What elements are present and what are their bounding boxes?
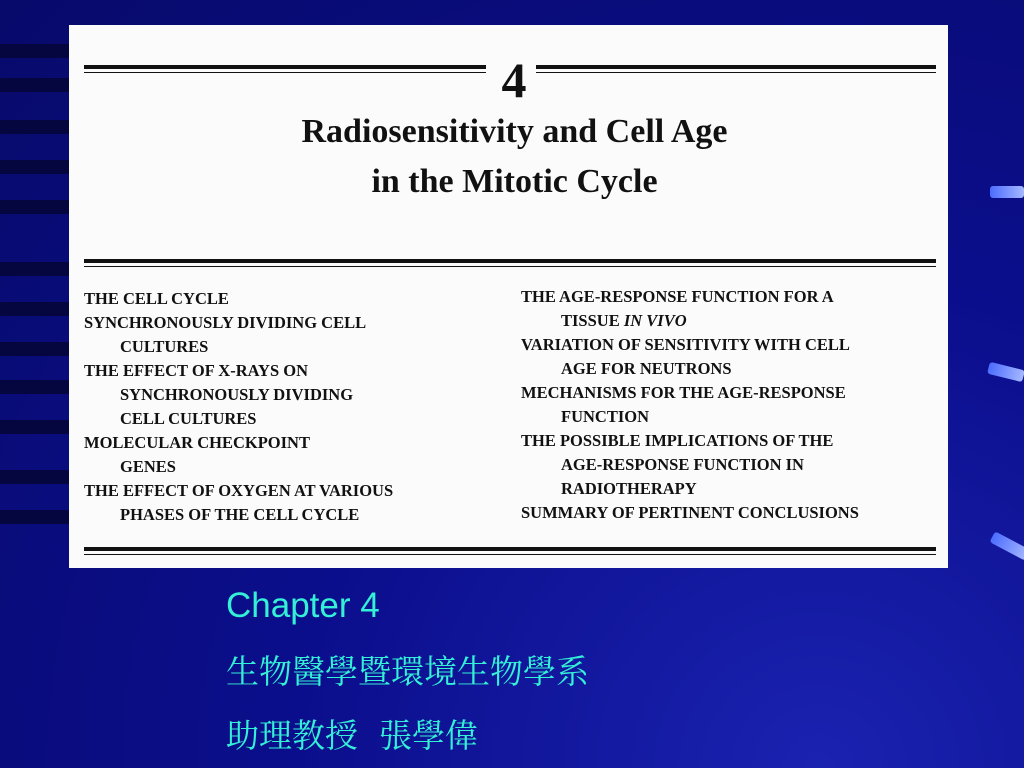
contents-line: THE EFFECT OF X-RAYS ON <box>84 361 309 380</box>
contents-line: AGE FOR NEUTRONS <box>561 359 732 378</box>
textbook-page <box>69 25 948 568</box>
contents-line: MECHANISMS FOR THE AGE-RESPONSE <box>521 383 846 402</box>
contents-item <box>521 381 941 429</box>
header-rule-left <box>84 65 486 73</box>
chapter-title-line: Radiosensitivity and Cell Age <box>301 113 728 150</box>
contents-line: PHASES OF THE CELL CYCLE <box>120 505 360 524</box>
chapter-header-row <box>84 45 936 108</box>
contents-line: MOLECULAR CHECKPOINT <box>84 433 310 452</box>
contents-line: RADIOTHERAPY <box>561 479 697 498</box>
contents-line-italic: IN VIVO <box>619 311 687 330</box>
left-decor-bars <box>0 0 70 768</box>
contents-item <box>84 287 504 311</box>
contents-item <box>521 285 941 333</box>
contents-item <box>521 429 941 501</box>
contents-line: CELL CULTURES <box>120 409 257 428</box>
contents-item <box>84 431 504 479</box>
contents-line: THE POSSIBLE IMPLICATIONS OF THE <box>521 431 834 450</box>
contents-line: VARIATION OF SENSITIVITY WITH CELL <box>521 335 850 354</box>
contents-line: SYNCHRONOUSLY DIVIDING <box>120 385 354 404</box>
contents-item <box>84 479 504 527</box>
right-decor-streak <box>990 186 1024 198</box>
contents-line-text: TISSUE <box>561 311 620 330</box>
chapter-title-line: in the Mitotic Cycle <box>371 163 658 200</box>
contents-item <box>84 359 504 431</box>
right-decor-streak <box>990 531 1024 560</box>
contents-line: SYNCHRONOUSLY DIVIDING CELL <box>84 313 367 332</box>
contents-right-column <box>521 285 941 525</box>
caption-author: 助理教授 張學偉 <box>226 716 478 755</box>
contents-line: CULTURES <box>120 337 209 356</box>
bottom-rule <box>84 547 936 555</box>
contents-item <box>521 501 941 525</box>
contents-line: AGE-RESPONSE FUNCTION IN <box>561 455 804 474</box>
contents-line: THE AGE-RESPONSE FUNCTION FOR A <box>521 287 834 306</box>
caption-department: 生物醫學暨環境生物學系 <box>226 652 589 691</box>
contents-line: GENES <box>120 457 176 476</box>
header-rule-right <box>536 65 936 73</box>
contents-line <box>521 309 941 333</box>
contents-line: THE CELL CYCLE <box>84 289 229 308</box>
divider-rule <box>84 259 936 267</box>
chapter-number: 4 <box>501 52 527 108</box>
contents-line: FUNCTION <box>561 407 650 426</box>
right-decor-streak <box>987 362 1024 382</box>
chapter-title <box>69 107 948 207</box>
contents-line: SUMMARY OF PERTINENT CONCLUSIONS <box>521 503 859 522</box>
contents-line: THE EFFECT OF OXYGEN AT VARIOUS <box>84 481 394 500</box>
contents-left-column <box>84 287 504 527</box>
contents-item <box>84 311 504 359</box>
contents-item <box>521 333 941 381</box>
caption-chapter: Chapter 4 <box>226 586 380 625</box>
